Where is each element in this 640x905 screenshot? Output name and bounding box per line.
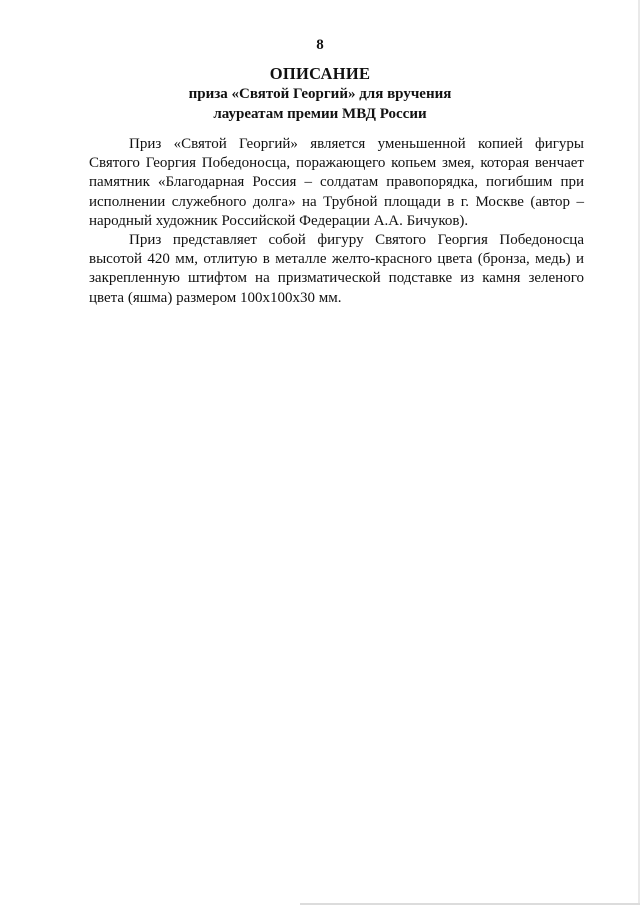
page-number: 8 [316, 37, 324, 53]
paragraph-2: Приз представляет собой фигуру Святого Георгия Победоносца высотой 420 мм, отлитую в металле желто-красного цвета (бронза, медь) и закрепленную штифтом на призматической подставке из камня зеленого цвета (яшма) размером 100x100x30 мм. [89, 232, 584, 306]
document-body [89, 135, 584, 308]
document-title: ОПИСАНИЕ [269, 64, 371, 83]
paragraph-1: Приз «Святой Георгий» является уменьшенной копией фигуры Святого Георгия Победоносца, поражающего копьем змея, которая венчает памятник «Благодарная Россия – солдатам правопорядка, погибшим при исполнении служебного долга» на Трубной площади в г. Москве (автор – народный художник Российской Федерации А.А. Бичуков). [89, 136, 584, 229]
document-heading [0, 64, 640, 124]
document-subtitle-line-1: приза «Святой Георгий» для вручения [188, 86, 452, 102]
document-subtitle-line-2: лауреатам премии МВД России [213, 106, 427, 122]
